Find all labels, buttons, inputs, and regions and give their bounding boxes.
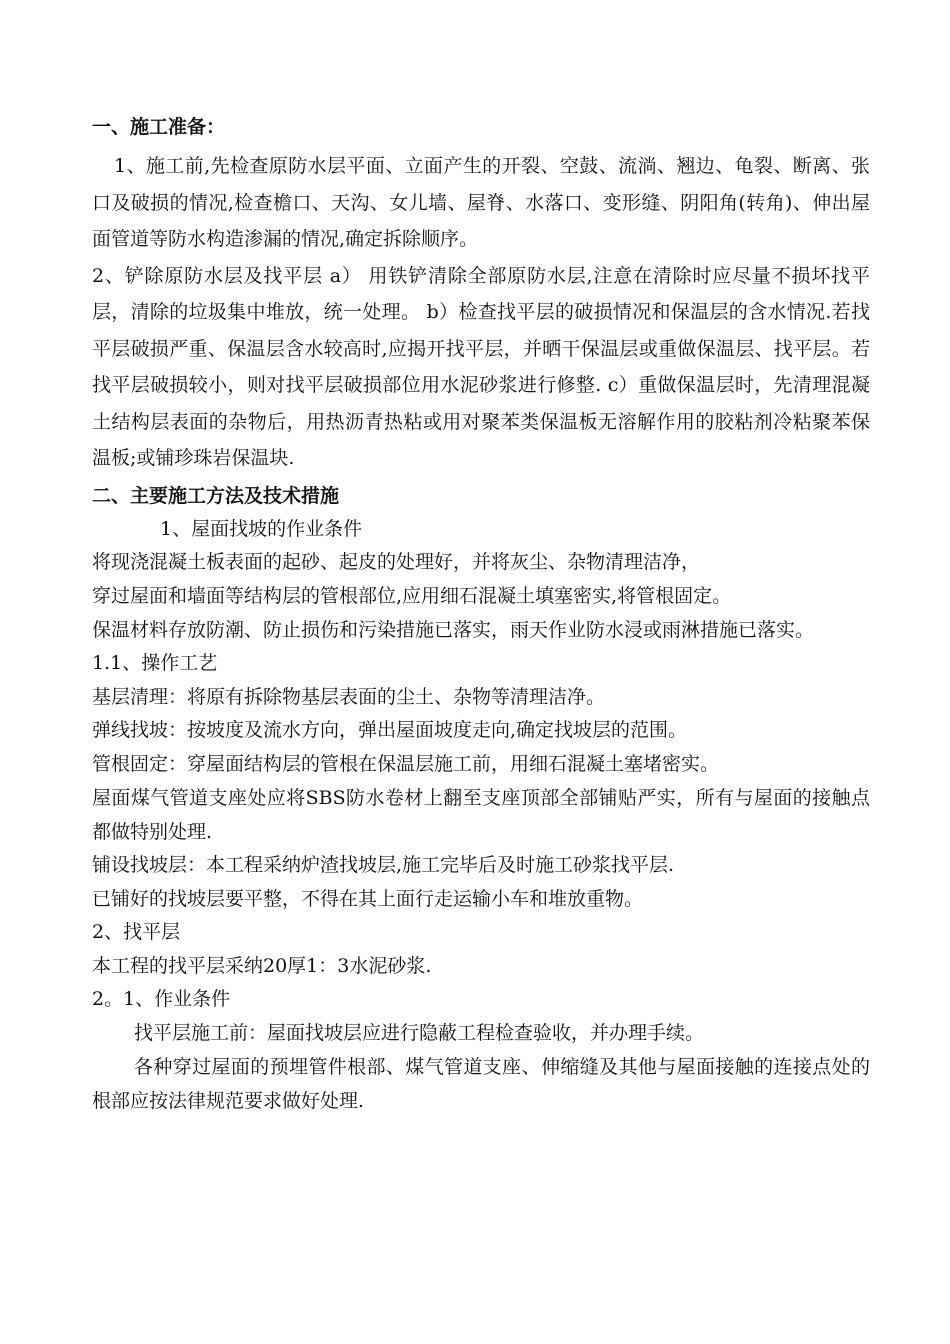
condition-line-1: 将现浇混凝土板表面的起砂、起皮的处理好，并将灰尘、杂物清理洁净， (92, 551, 701, 573)
operation-gas-pipe-support: 屋面煤气管道支座处应将SBS防水卷材上翻至支座顶部全部铺贴严实，所有与屋面的接触点都做特别处理. (92, 787, 870, 843)
condition-line-2: 穿过屋面和墙面等结构层的管根部位,应用细石混凝土填塞密实,将管根固定。 (92, 584, 732, 607)
operation-slope-layer: 铺设找坡层：本工程采纳炉渣找坡层,施工完毕后及时施工砂浆找平层. (92, 854, 675, 876)
condition-line-3: 保温材料存放防潮、防止损伤和污染措施已落实，雨天作业防水浸或雨淋措施已落实。 (92, 619, 815, 641)
subsection-2-heading: 2、找平层 (92, 921, 181, 943)
document-page (92, 110, 870, 1118)
subsection-2-1-heading: 2。1、作业条件 (92, 988, 231, 1010)
operation-slope-protection: 已铺好的找坡层要平整，不得在其上面行走运输小车和堆放重物。 (92, 887, 644, 910)
operation-pipe-fixing: 管根固定：穿屋面结构层的管根在保温层施工前，用细石混凝土塞堵密实。 (92, 752, 720, 775)
section-2-heading: 二、主要施工方法及技术措施 (92, 484, 340, 507)
work-condition-2: 各种穿过屋面的预埋管件根部、煤气管道支座、伸缩缝及其他与屋面接触的连接点处的根部应按法律规范要求做好处理. (92, 1056, 870, 1112)
subsection-1-heading: 1、屋面找坡的作业条件 (160, 517, 363, 540)
operation-base-cleaning: 基层清理：将原有拆除物基层表面的尘土、杂物等清理洁净。 (92, 685, 606, 708)
section-1-heading: 一、施工准备： (92, 116, 226, 138)
section-1-paragraph-2: 2、铲除原防水层及找平层 a） 用铁铲清除全部原防水层,注意在清除时应尽量不损坏找平层，清除的垃圾集中堆放，统一处理。 b）检查找平层的破损情况和保温层的含水情况.若找平层破损严重、保温层含水较高时,应揭开找平层，并晒干保温层或重做保温层、找平层。若找平层破损较小，则对找平层破损部位用水泥砂浆进行修整. c）重做保温层时，先清理混凝土结构层表面的杂物后，用热沥青热粘或用对聚苯类保温板无溶解作用的胶粘剂冷粘聚苯保温板;或铺珍珠岩保温块. (92, 264, 870, 469)
section-1-paragraph-1: 1、施工前,先检查原防水层平面、立面产生的开裂、空鼓、流淌、翘边、龟裂、断离、张口及破损的情况,检查檐口、天沟、女儿墙、屋脊、水落口、变形缝、阴阳角(转角)、伸出屋面管道等防水构造渗漏的情况,确定拆除顺序。 (92, 155, 870, 250)
work-condition-1: 找平层施工前：屋面找坡层应进行隐蔽工程检查验收，并办理手续。 (134, 1021, 705, 1044)
subsection-1-1-heading: 1.1、操作工艺 (92, 652, 218, 674)
subsection-2-description: 本工程的找平层采纳20厚1：3水泥砂浆. (92, 954, 432, 977)
operation-slope-marking: 弹线找坡：按坡度及流水方向，弹出屋面坡度走向,确定找坡层的范围。 (92, 719, 688, 741)
